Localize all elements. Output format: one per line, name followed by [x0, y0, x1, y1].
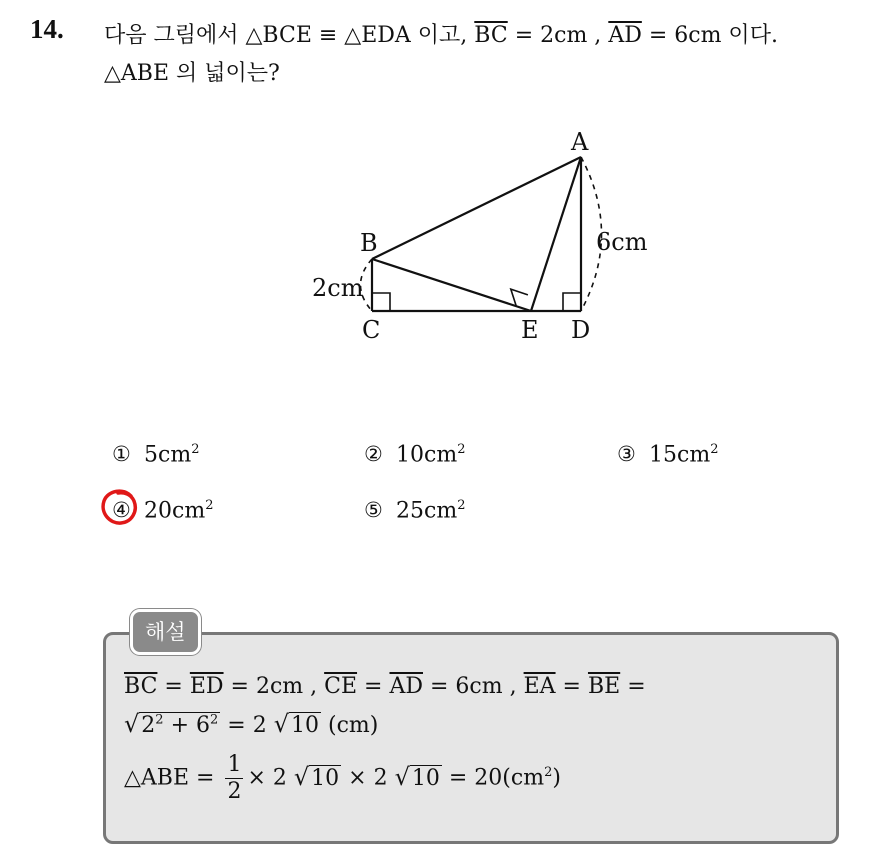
question-number: 14. [30, 14, 64, 44]
sol-eq-3: = [357, 674, 390, 699]
solution-tag: 해설 [130, 609, 201, 655]
choice-3-value: 15cm [649, 442, 711, 468]
choice-2-exp: 2 [457, 442, 466, 457]
sol2-tail: (cm) [321, 713, 379, 738]
fraction-denominator: 2 [227, 779, 242, 804]
sqrt-ten: √10 [273, 710, 319, 738]
choice-1-value: 5cm [144, 442, 192, 468]
choice-5[interactable] [364, 498, 465, 523]
sol-eq-6: = [620, 674, 646, 699]
sol3-t3: = 20(cm [441, 765, 545, 791]
sqrt-sum: $√2^2 + 6^2$ [124, 710, 219, 738]
choice-1-number: ① [112, 442, 131, 467]
sol-seg-ad: $\overline{AD}$ [389, 674, 423, 699]
sol-eq-1: = [157, 674, 190, 699]
length-bc: 2cm [312, 274, 364, 302]
question-eq1: = 2cm , [507, 23, 609, 48]
choice-3-exp: 2 [710, 442, 719, 457]
triangle-figure [290, 120, 670, 350]
choice-4-exp: 2 [205, 498, 214, 513]
sol3-t2: × 2 [341, 765, 395, 791]
label-c: C [362, 316, 381, 344]
solution-line-1 [124, 674, 646, 699]
sqrt-ten-value: 10 [291, 713, 319, 738]
sq-base-b: 6 [196, 713, 210, 738]
sol-eq-2: = 2cm , [223, 674, 325, 699]
sol-eq-5: = [555, 674, 588, 699]
length-ad: 6cm [596, 228, 648, 256]
segment-be [372, 259, 531, 311]
sqrt-ten-b-value: 10 [411, 765, 440, 791]
sqrt-ten-a: √10 [293, 762, 340, 791]
segment-ae [531, 157, 581, 311]
solution-line-2 [124, 710, 378, 738]
sq-plus: + [163, 713, 196, 738]
choice-2-number: ② [364, 442, 383, 467]
sq-exp-a: 2 [155, 712, 164, 728]
solution-line-3 [124, 752, 561, 805]
label-b: B [360, 229, 378, 257]
sol3-t1: × 2 [247, 765, 294, 791]
choice-5-exp: 2 [457, 498, 466, 513]
choice-4-value: 20cm [144, 498, 206, 524]
choice-3-number: ③ [617, 442, 636, 467]
fraction-numerator: 1 [227, 752, 242, 777]
sq-base-a: 2 [141, 713, 156, 738]
right-angle-c [372, 293, 390, 311]
sol2-mid: = 2 [220, 713, 274, 738]
label-a: A [571, 128, 589, 156]
fraction-half [225, 752, 243, 805]
question-text-line1 [104, 18, 778, 49]
label-d: D [571, 316, 591, 344]
sol-eq-4: = 6cm , [423, 674, 524, 699]
sol-seg-ea: $\overline{EA}$ [523, 674, 556, 699]
sol-seg-bc: $\overline{BC}$ [124, 674, 158, 699]
segment-ad: $\overline{AD}$ [608, 23, 642, 48]
sol-seg-ed: $\overline{ED}$ [189, 674, 224, 699]
answer-circle-mark [100, 487, 140, 527]
choice-2[interactable] [364, 442, 465, 467]
sol3-t4: ) [552, 765, 561, 791]
sqrt-ten-b: √10 [394, 762, 440, 791]
right-angle-e [511, 289, 528, 306]
choice-1-exp: 2 [191, 442, 200, 457]
solution-box [103, 632, 839, 844]
sol3-lhs: △ABE = [124, 765, 222, 791]
segment-ab [372, 157, 581, 259]
sol-seg-be: $\overline{BE}$ [587, 674, 621, 699]
sqrt-ten-a-value: 10 [311, 765, 340, 791]
question-eq2: = 6cm 이다. [641, 23, 778, 48]
label-e: E [521, 316, 539, 344]
choice-3[interactable] [617, 442, 718, 467]
sq-exp-b: 2 [210, 712, 219, 728]
choice-2-value: 10cm [396, 442, 458, 468]
choice-5-value: 25cm [396, 498, 458, 524]
choice-5-number: ⑤ [364, 498, 383, 523]
sol-seg-ce: $\overline{CE}$ [324, 674, 358, 699]
sol3-exp: 2 [544, 765, 553, 781]
choice-4-number: ④ [112, 498, 131, 523]
question-text-line2: △ABE 의 넓이는? [104, 61, 280, 86]
right-angle-d [563, 293, 581, 311]
choice-1[interactable] [112, 442, 199, 467]
segment-bc: $\overline{BC}$ [474, 23, 508, 48]
question-intro: 다음 그림에서 △BCE ≡ △EDA 이고, [104, 23, 475, 48]
